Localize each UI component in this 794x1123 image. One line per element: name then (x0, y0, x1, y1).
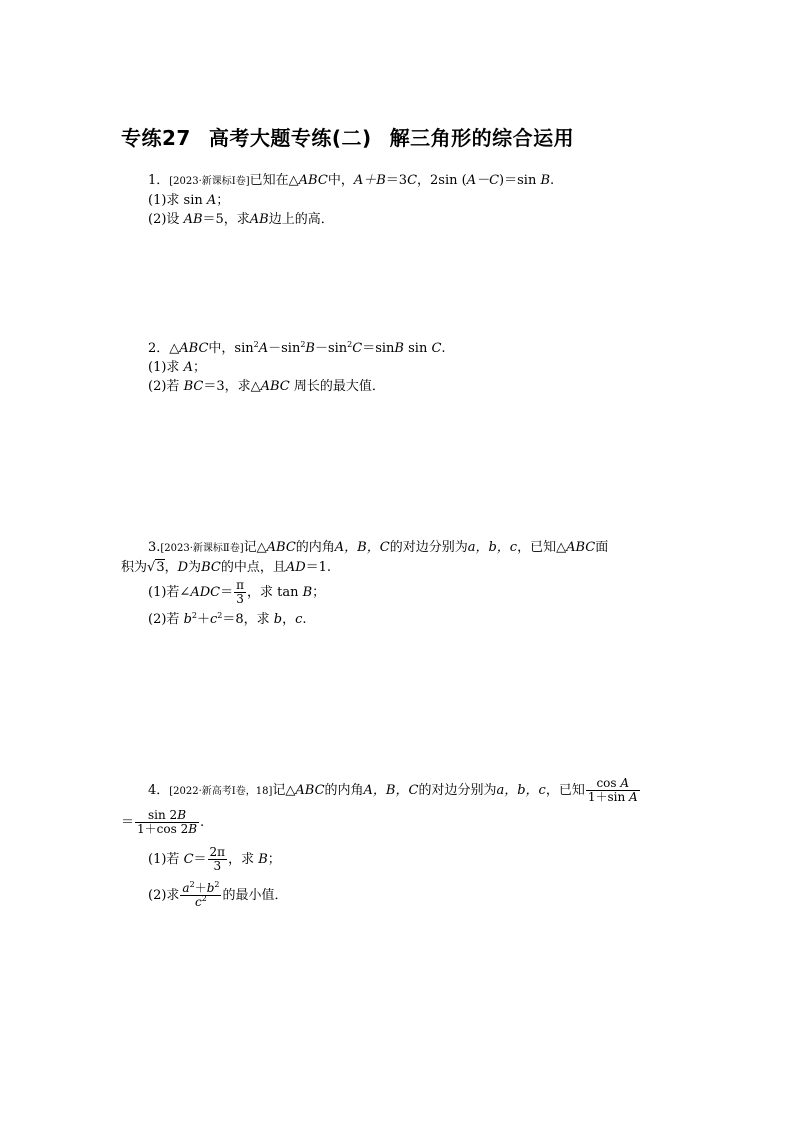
problem-3-part-2: (2)若 $b^2+c^2=8$，求 b，c. (148, 611, 307, 627)
problem-2-part-2: (2)若 BC＝3，求△ABC 周长的最大值． (148, 379, 385, 394)
problem-1-part-1: (1)求 sin A； (148, 193, 230, 208)
problem-1-part-2: (2)设 AB＝5，求AB边上的高． (148, 212, 334, 227)
problem-1-stem: 1．[2023·新课标Ⅰ卷]已知在△ABC中，A＋B＝3C，2sin (A－C)＝sin B. (148, 173, 555, 188)
problem-3-part-1: (1)若∠ADC＝ $\frac{\pi}{3}$ ，求 tan B； (148, 578, 326, 606)
fraction-cosA: $\frac{\text{cos A}}{\text{1＋sin A}}$ (587, 776, 638, 804)
problem-3-stem-line-2: 积为√3，D为BC的中点，且AD＝1. (121, 560, 332, 575)
problem-4-stem-line-2: ＝ $\frac{\sin 2B}{1+\cos 2B}$ . (121, 808, 205, 836)
problem-4-stem: 4．[2022·新高考Ⅰ卷，18]记△ABC的内角A，B，C的对边分别为a，b，c，已知 $\frac{\text{cos A}}{\text{1＋sin A}}$ (148, 776, 638, 804)
fraction-pi-over-3: $\frac{\pi}{3}$ (236, 578, 244, 606)
title-main: 高考大题专练(二) (208, 126, 372, 150)
problem-2-part-1: (1)求 A； (148, 360, 206, 375)
page-title (121, 122, 574, 151)
fraction-2pi-over-3: $\frac{2\pi}{3}$ (209, 845, 226, 873)
title-label: 专练27 (121, 126, 191, 150)
problem-2-stem: 2．△ABC中，$\sin^2A-\sin^2B-\sin^2C=\sin B$ sin C. (148, 340, 446, 356)
problem-4-part-2: (2)求 $\frac{a^2+b^2}{c^2}$ 的最小值． (148, 880, 288, 909)
title-sub: 解三角形的综合运用 (389, 126, 575, 150)
fraction-sin2B: $\frac{\sin 2B}{1+\cos 2B}$ (137, 808, 198, 836)
problem-3-stem: 3.[2023·新课标Ⅱ卷]记△ABC的内角A，B，C的对边分别为a，b，c，已知△ABC面 (148, 540, 609, 555)
fraction-a2b2-over-c2: $\frac{a^2+b^2}{c^2}$ (182, 880, 220, 909)
problem-4-part-1: (1)若 C＝ $\frac{2\pi}{3}$ ，求 B； (148, 845, 281, 873)
